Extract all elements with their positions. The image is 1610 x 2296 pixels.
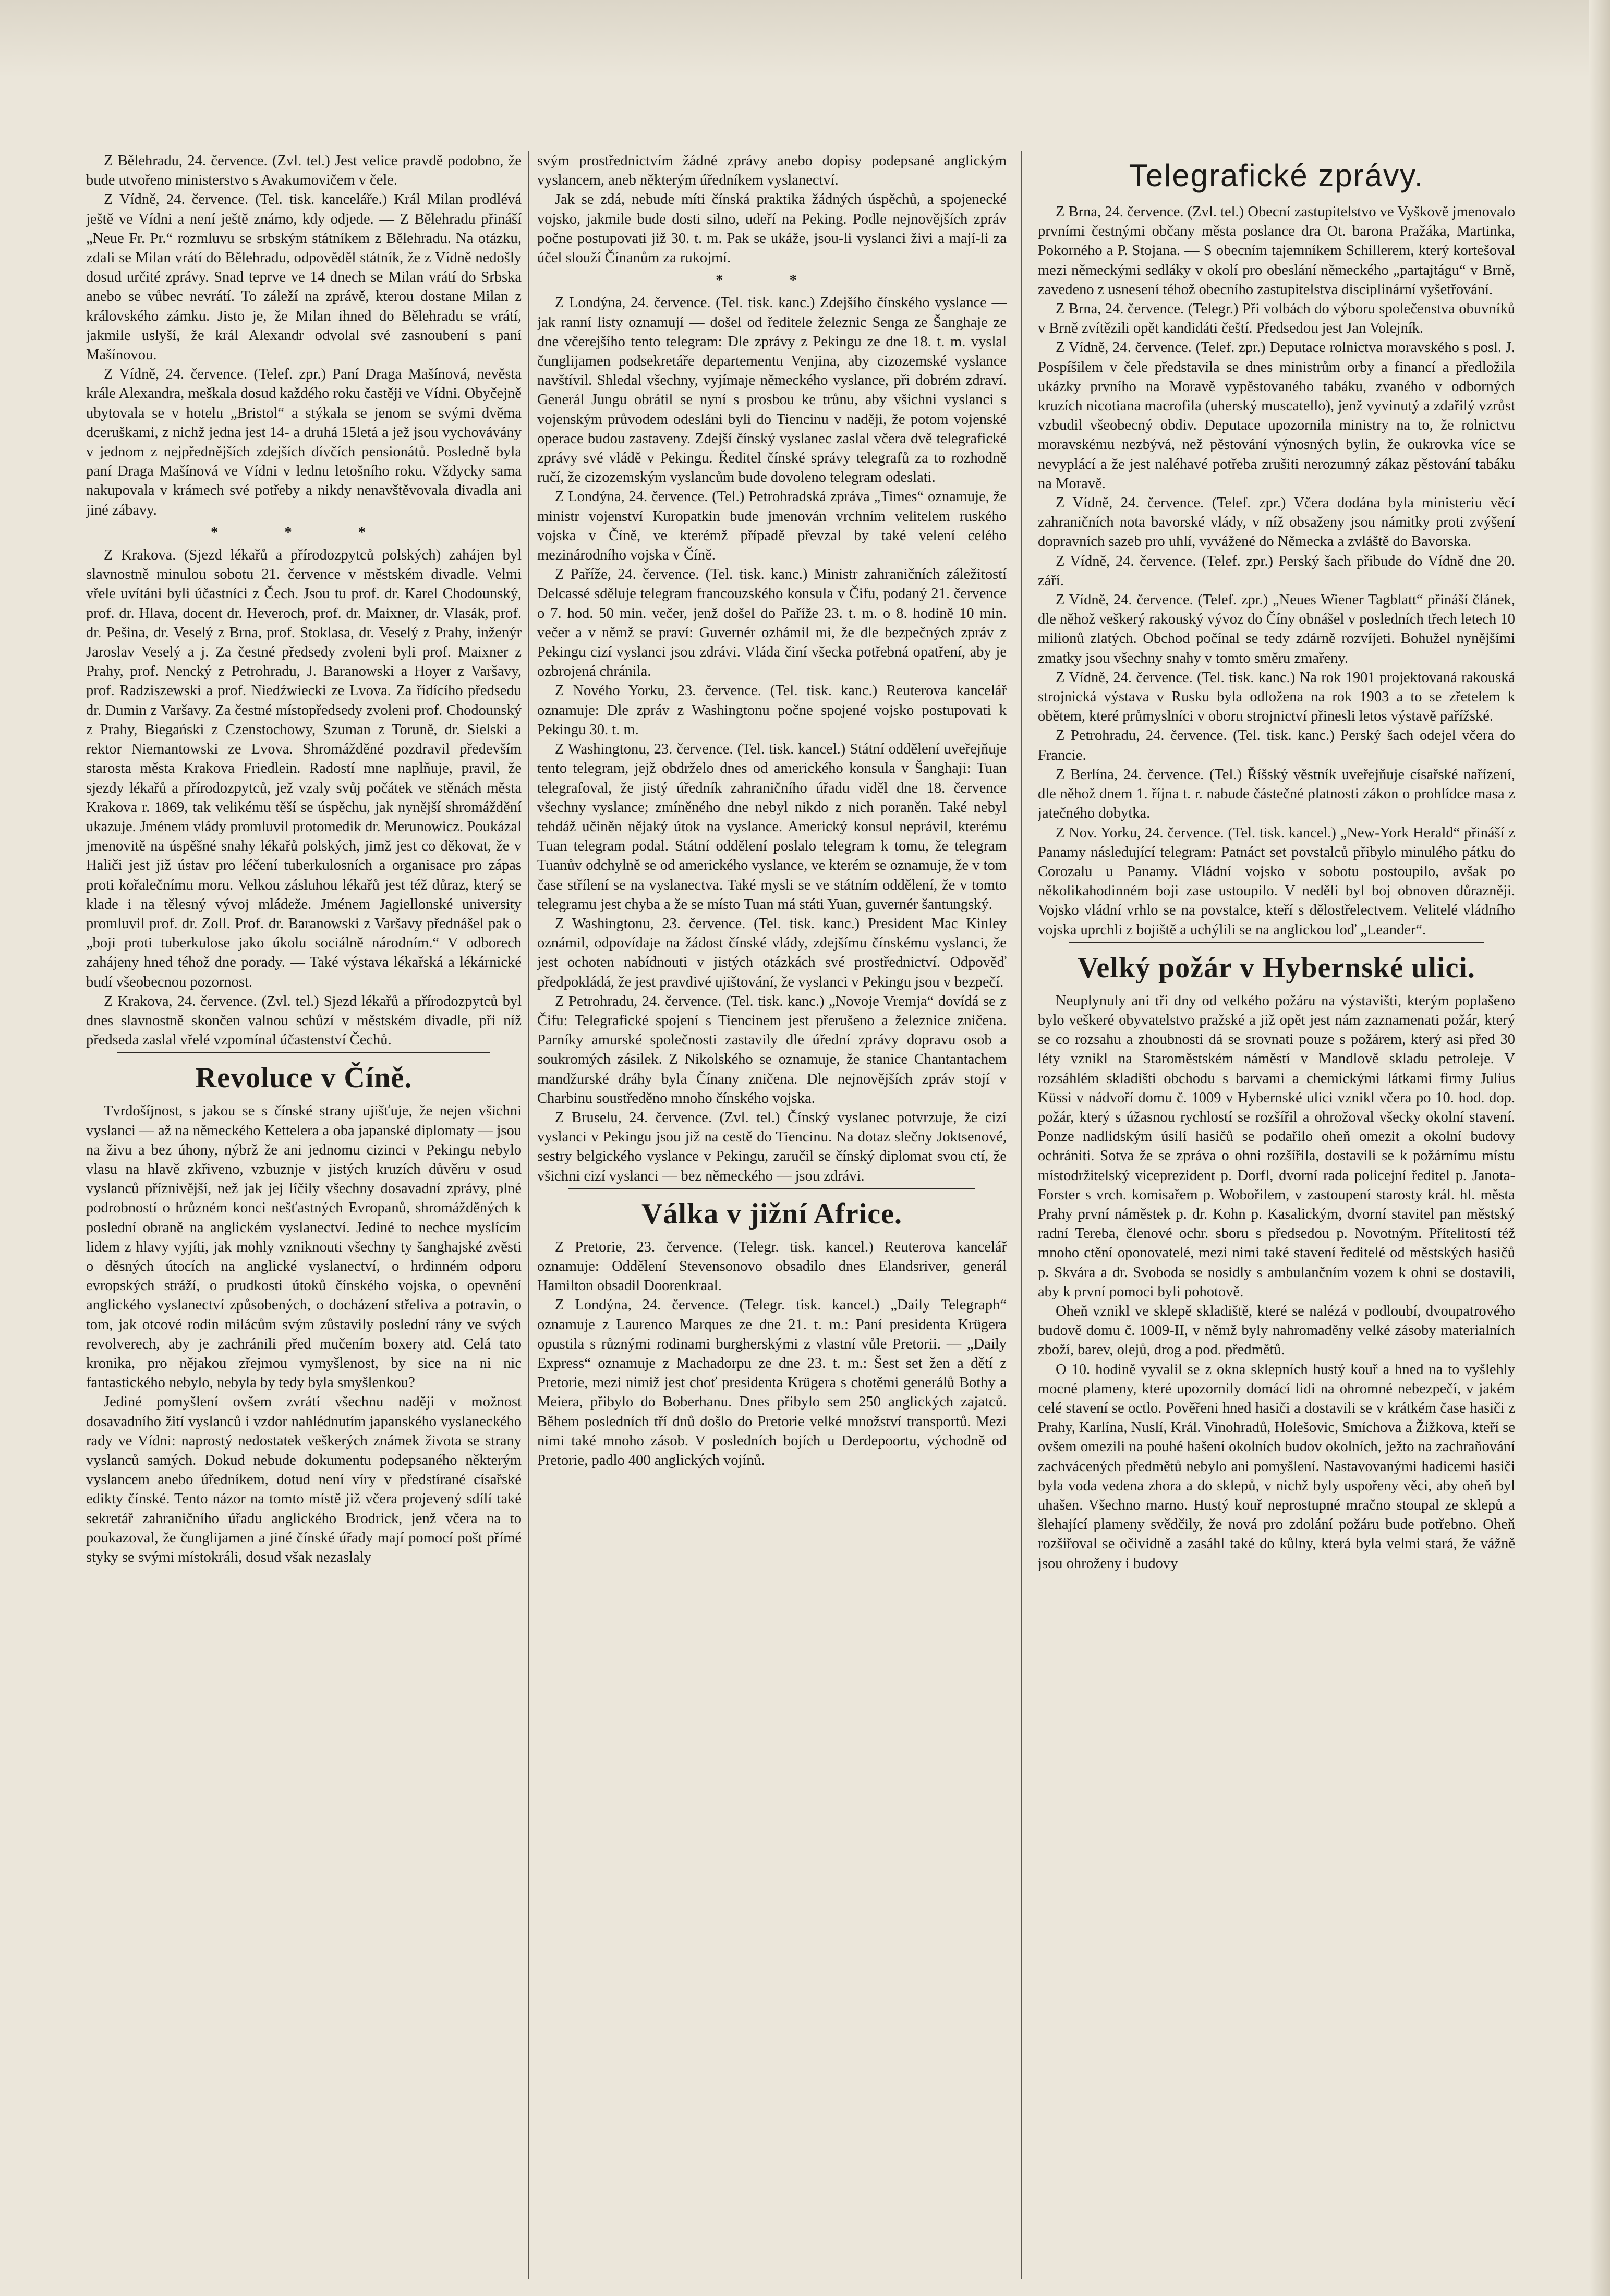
article-fire-p1: Neuplynuly ani tři dny od velkého požáru na výstavišti, kterým poplašeno bylo veškeré obyvatelstvo pražské a již opět jest nám zaznamenati požár, který se co rozsahu a zhoubnosti dá se srovnati pouze s požárem, který asi před 30 léty vznikl na Staroměstském náměstí v Mandlově skladu petroleje. V rozsáhlém skladišti obchodu s barvami a chemickými látkami firmy Julius Küssi v nádvoří domu č. 1009 v Hybernské ulici vznikl včera po 10. hod. dop. požár, který s úžasnou rychlostí se rozšířil a ohrožoval všecky okolní stavení. Ponze nadlidským úsilí hasičů se podařilo oheň omezit a okolní budovy ochrániti. Sotva že se zpráva o ohni rozšířila, dostavili se k požárnímu místu místodržitelský viceprezident p. Dorfl, dvorní rada policejní ředitel p. Janota-Forster s vrch. komisařem p. Wobořilem, v zastoupení starosty král. hl. města Prahy první náměstek p. dr. Kohn p. Kasalickým, dvorní stavitel pan městský radní Tereba, členové ochr. sboru s předsedou p. Novotným. Přítelitostí též mnoho ctění oponovatelé, mezi nimi také stavení ředitelé od městských hasičů p. Skvára a dr. Svoboda se nosidly s ambulančním vozem k ohni se dostavili, aby k první pomoci byli pohotově.: [1038, 992, 1515, 1300]
article-fire-p3: O 10. hodině vyvalil se z okna sklepních hustý kouř a hned na to vyšlehly mocné plameny, které upozornily domácí lidi na ohromné nebezpečí, v jakém celé stavení se octlo. Pověřeni hned hasiči a dostavili se v krátkém čase hasiči z Prahy, Karlína, Nuslí, Král. Vinohradů, Holešovic, Smíchova a Žižkova, kteří se ovšem omezili na pouhé hašení okolních budov okolních, ježto na zachraňování zachvácených předmětů nebylo ani pomyšlení. Nastavovanými hadicemi hasiči byla voda vedena zhora a do sklepů, v nichž byly uspořeny věci, aby oheň byl uhašen. Všechno marno. Hustý kouř neprostupné mračno stoupal ze sklepů a šlehající plameny svědčily, že nová pro zdolání požáru bude potřebno. Oheň rozšiřoval se očividně a zasáhl také do kůlny, která byla velmi stará, že vážně jsou ohroženy i budovy: [1038, 1361, 1515, 1572]
article-vienna-draga: Z Vídně, 24. července. (Telef. zpr.) Paní Draga Mašínová, nevěsta krále Alexandra, meškala dosud každého roku častěji ve Vídni. Obyčejně ubytovala se v hotelu „Bristol“ a stýkala se jenom se svými dvěma dceruškami, z nichž jedna jest 14- a druhá 15letá a jež jsou vychovávány v jednom z nejpřednějších zdejších dívčích pensionátů. Posledně byla paní Draga Mašínová ve Vídni v lednu letošního roku. Vždycky sama nakupovala v krámech své potřeby a nikdy nenavštěvovala divadla ani jiné zábavy.: [86, 366, 522, 518]
article-vienna-exhibition: Z Vídně, 24. července. (Tel. tisk. kanc.) Na rok 1901 projektovaná rakouská strojnická výstava v Rusku byla odložena na rok 1903 a to se zřetelem k obětem, které průmyslníci v oboru strojnictví přinesli letos výstavě pařížské.: [1038, 669, 1515, 725]
column-2: [537, 151, 1007, 2279]
article-london-envoy: Z Londýna, 24. července. (Tel. tisk. kanc.) Zdejšího čínského vyslance — jak ranní listy oznamují — došel od ředitele železnic Senga ze Šanghaje ze dne včerejšího tento telegram: Dle zprávy z Pekingu ze dne 18. t. m. vyslal čunglijamen podsekretáře departementu Venjina, aby cizozemské vyslance navštívil. Shledal všechny, vyjímaje německého vyslance, při dobrém zdraví. Generál Jungu obrátil se nyní s prosbou ke trůnu, aby všichni vyslanci s vojenským průvodem odesláni byli do Tiencinu v naději, že potom vojenské operace budou zastaveny. Zdejší čínský vyslanec zaslal včera dvě telegrafické zprávy své vládě v Pekingu. Ředitel čínské správy telegrafů za to rozhodně ručí, že cizozemským vyslancům bude dovoleno telegram odeslati.: [537, 295, 1007, 486]
separator-stars: * * *: [211, 524, 397, 541]
article-brno-vyskov: Z Brna, 24. července. (Zvl. tel.) Obecní zastupitelstvo ve Vyškově jmenovalo prvními čestnými občany města poslance dra Ot. barona Pražáka, Martinka, Pokorného a P. Stojana. — S obecním tajemníkem Schillerem, který kortešoval mezi německými sedláky v okolí pro obeslání německého „partajtágu“ v Brně, zavedeno z usnesení téhož obecního zastupitelstva disciplinární vyšetřování.: [1038, 204, 1515, 298]
article-vienna-milan: Z Vídně, 24. července. (Tel. tisk. kanceláře.) Král Milan prodlévá ještě ve Vídni a není ještě známo, kdy odjede. — Z Bělehradu přináší „Neue Fr. Pr.“ rozmluvu se srbským státníkem z Bělehradu. Na otázku, zdali se Milan vrátí do Bělehradu, odpověděl státník, že z Vídně nedošly dosud určité zprávy. Snad teprve ve 14 dnech se Milan vrátí do Srbska anebo se vůbec nevrátí. To záleží na zprávě, kterou dostane Milan z královského zámku. Jisto je, že Milan ihned do Bělehradu se vrátí, jakmile uslyší, že král Alexandr odvolal své zasnoubení s paní Mašínovou.: [86, 191, 522, 363]
article-new-york-panama: Z Nov. Yorku, 24. července. (Tel. tisk. kancel.) „New-York Herald“ přináší z Panamy následující telegram: Patnáct set povstalců přibylo minulého pátku do Corozalu u Panamy. Vládní vojsko v sobotu postoupilo, avšak po několikahodinném boji zase ustoupilo. V neděli byl boj obnoven důrazněji. Vojsko vládní vrhlo se na povstalce, kteří s dělostřelectvem. Velitelé vládního vojska uprchli z bojiště a uchýlili se na anglickou loď „Leander“.: [1038, 824, 1515, 938]
article-paris-delcasse: Z Paříže, 24. července. (Tel. tisk. kanc.) Ministr zahraničních záležitostí Delcassé sděluje telegram francouzského konsula v Čifu, podaný 21. července o 7. hod. 50 min. večer, jenž došel do Paříže 23. t. m. o 8. hodině 10 min. večer a v němž se praví: Guvernér ozhámil mi, že dle bezpečných zpráv z Pekingu cizí vyslanci jsou zdrávi. Vláda činí všecka potřebná opatření, aby je ozbrojená chránila.: [537, 566, 1007, 680]
article-london-daily-telegraph: Z Londýna, 24. července. (Telegr. tisk. kancel.) „Daily Telegraph“ oznamuje z Laurenco Marques ze dne 21. t. m.: Paní presidenta Krügera opustila s různými rodinami burgherskými z vlastní vůle Pretorii. — „Daily Express“ oznamuje z Machadorpu ze dne 23. t. m.: Šest set žen a dětí z Pretorie, mezi nimiž jest choť presidenta Krügera s chotěmi generálů Bothy a Meiera, přibylo do Boberhanu. Dnes přibylo sem 250 anglických zajatců. Během posledních tří dnů došlo do Pretorie velké množství transportů. Mezi nimi také mnoho zásob. V posledních bojích u Derdepoortu, východně od Pretorie, padlo 400 anglických vojínů.: [537, 1297, 1007, 1468]
column-1: [86, 151, 522, 2279]
article-vienna-bavaria-note: Z Vídně, 24. července. (Telef. zpr.) Včera dodána byla ministeriu věcí zahraničních nota bavorské vlády, v níž obsaženy jsou námitky proti zvýšení dopravních sazeb pro uhlí, vyvážené do Německa a zvláště do Bavorska.: [1038, 495, 1515, 550]
article-belgrade: Z Bělehradu, 24. července. (Zvl. tel.) Jest velice pravdě podobno, že bude utvořeno ministerstvo s Avakumovičem v čele.: [86, 153, 522, 189]
article-pretoria: Z Pretorie, 23. července. (Telegr. tisk. kancel.) Reuterova kancelář oznamuje: Oddělení Stevensonovo obsadilo dnes Elandsriver, generál Hamilton obsadil Doorenkraal.: [537, 1238, 1007, 1294]
article-london-kuropatkin: Z Londýna, 24. července. (Tel.) Petrohradská zpráva „Times“ oznamuje, že ministr vojenství Kuropatkin bude jmenován vrchním velitelem ruského vojska v Číně, ve kterémž případě převzal by také velení celého mezinárodního vojska v Číně.: [537, 489, 1007, 564]
heading-rule: [568, 1188, 975, 1189]
article-washington-telegram: Z Washingtonu, 23. července. (Tel. tisk. kancel.) Státní oddělení uveřejňuje tento telegram, jejž obdrželo dnes od amerického konsula v Šanghaji: Tuan telegrafoval, že jistý úředník zahraničního úřadu viděl dne 18. července všechny vyslance; zmíněného dne nebyl nikdo z nich poraněn. Také nebyl tehdáž učiněn nějaký útok na vyslance. Americký konsul neprávil, kterému Tuan telegram podal. Státní oddělení poslalo telegram k tomu, že telegram Tuanův odchylně se od amerického vyslance, ve kterém se oznamuje, že v tom čase střílení se na vyslanectva. Také mysli se ve státním oddělení, že v tomto telegramu jest chyba a že se místo Tuan má státi Yuan, guvernér šantungský.: [537, 741, 1007, 913]
heading-war-south-africa: Válka v jižní Africe.: [641, 1197, 903, 1230]
article-fire-p2: Oheň vznikl ve sklepě skladiště, které se nalézá v podloubí, dvoupatrového budově domu č. 1009-II, v němž byly nahromaděny velké zásoby materialních zboží, barev, olejů, drog a pod. předmětů.: [1038, 1303, 1515, 1358]
article-revolution-p2: Jediné pomyšlení ovšem zvrátí všechnu naději v možnost dosavadního žití vyslanců i vzdor nahlédnutím japanského vyslaneckého rady ve Vídni: naprostý nedostatek veškerých známek života se strany vyslanců samých. Dokud nebude dokumentu podepsaného některým vyslancem anebo úředníkem, dotud není víry v předstírané císařské edikty čínské. Tento názor na tomto místě již včera projevený sdílí také sekretář zahraničního úřadu anglického Brodrick, jenž včera na to poukazoval, že čunglijamen a jiné čínské úřady mají pomocí pošt přímé styky se svými místokráli, dosud však nezaslaly: [86, 1394, 522, 1566]
article-china-praktika: Jak se zdá, nebude míti čínská praktika žádných úspěchů, a spojenecké vojsko, jakmile bude dosti silno, udeří na Peking. Podle nejnovějších zpráv počne postupovati již 30. t. m. Pak se ukáže, jsou-li vyslanci živi a mají-li za účel slouží Čínanům za rukojmí.: [537, 191, 1007, 266]
column-divider-2: [1021, 151, 1022, 2279]
article-krakow-close: Z Krakova, 24. července. (Zvl. tel.) Sjezd lékařů a přírodozpytců byl dnes slavnostně skončen valnou schůzí v městském divadle, při níž předseda zaslal vřelé vzpomínal účastenství Čechů.: [86, 993, 522, 1049]
heading-revolution-china: Revoluce v Číně.: [195, 1062, 413, 1095]
column-divider-1: [528, 151, 529, 2279]
heading-rule: [1069, 942, 1484, 943]
article-brno-shoemakers: Z Brna, 24. července. (Telegr.) Při volbách do výboru společenstva obuvníků v Brně zvítězili opět kandidáti čeští. Předsedou jest Jan Volejník.: [1038, 301, 1515, 337]
separator-stars: * *: [716, 272, 828, 289]
article-vienna-tobacco: Z Vídně, 24. července. (Telef. zpr.) Deputace rolnictva moravského s posl. J. Pospíšilem v čele představila se dnes ministrům orby a financí a předložila ukázky prvního na Moravě vypěstovaného tabáku, zvaného v odborných kruzích nicotiana macrofila (uherský muscatello), jenž vyvinutý a zdařilý vzrůst vzbudil všeobecný obdiv. Deputace upozornila ministry na to, že rolnictvu moravskému nezbývá, než pěstování výnosných bylin, že oukrovka více se nevyplácí a že jest naléhavé potřeba zrušiti nerozumný zákaz pěstování tabáku na Moravě.: [1038, 339, 1515, 492]
article-petersburg-cifu: Z Petrohradu, 24. července. (Tel. tisk. kanc.) „Novoje Vremja“ dovídá se z Čifu: Telegrafické spojení s Tiencinem jest přerušeno a železnice zničena. Parníky amurské společnosti zastavily dle úřední zprávy dopravu osob a soukromých zásilek. Z Nikolského se oznamuje, že stanice Chantantachem mandžurské dráhy byla Čínany zničena. Dle nejnovějších zpráv stojí v Charbinu soustředěno mnoho čínského vojska.: [537, 993, 1007, 1107]
heading-great-fire: Velký požár v Hybernské ulici.: [1078, 951, 1475, 984]
article-washington-mckinley: Z Washingtonu, 23. července. (Tel. tisk. kanc.) President Mac Kinley oznámil, odpovídaje na žádost čínské vlády, zdejšímu čínskému vyslanci, že jest ochoten nabídnouti v jistých otázkách své prostřednictví. Odpověď předpokládá, že jest pravdivé ujištování, že vyslanci v Pekingu jsou v bezpečí.: [537, 915, 1007, 990]
heading-rule: [117, 1052, 490, 1053]
article-krakow-congress: Z Krakova. (Sjezd lékařů a přírodozpytců polských) zahájen byl slavnostně minulou sobotu 21. července v městském divadle. Velmi vřele uvítáni byli účastníci z Čech. Jsou tu prof. dr. Karel Chodounský, prof. dr. Hlava, docent dr. Heveroch, prof. dr. Maixner, dr. Vlasák, prof. dr. Pešina, dr. Veselý z Brna, prof. Stoklasa, dr. Veselý z Prahy, inženýr Jaroslav Veselý a j. Za čestné předsedy zvoleni byli prof. Maixner z Prahy, prof. Nencký z Petrohradu, J. Baranowski a Hoyer z Varšavy, prof. Radziszewski a prof. Niedźwiecki ze Lvova. Za řídícího předsedu dr. Dumin z Varšavy. Za čestné místopředsedy zvoleni prof. Chodounský z Prahy, Biegański z Czenstochowy, Szuman z Toruně, dr. Sielski a rektor Niemantowski ze Lvova. Shromážděné pozdravil především starosta města Krakova Friedlein. Radostí mne naplňuje, pravil, že sjezdy lékařů a přírodozpytců, jež vzaly svůj počátek ve stěnách města Krakova r. 1869, tak velikému těší se úspěchu, jak nynější shromáždění ukazuje. Jménem vlády promluvil protomedik dr. Merunowicz. Poukázal jmenovitě na úspěšné snahy lékařů polských, jimž jest co děkovat, že v Haliči jest již ústav pro léčení tuberkulosních a organisace pro zápas proti kořalečnímu moru. Velkou zásluhou lékařů jest též důraz, který se klade i na tělesný vývoj mládeže. Jménem Jagiellonské university promluvil prof. dr. Zoll. Prof. dr. Baranowski z Varšavy přednášel pak o „boji proti tuberkulose jako úkolu sociálně národním.“ V odborech zahájeny hned téhož dne porady. — Také výstava lékařská a lékárnické budí všeobecnou pozornost.: [86, 547, 522, 990]
article-berlin-meat: Z Berlína, 24. července. (Tel.) Říšský věstník uveřejňuje císařské nařízení, dle něhož dnem 1. října t. r. nabude částečné platnosti zákon o prohlídce masa z jatečného dobytka.: [1038, 766, 1515, 822]
article-new-york-reuter: Z Nového Yorku, 23. července. (Tel. tisk. kanc.) Reuterova kancelář oznamuje: Dle zpráv z Washingtonu počne spojené vojsko postupovati k Pekingu 30. t. m.: [537, 683, 1007, 738]
page-top-shading: [0, 0, 1610, 78]
article-vienna-shah: Z Vídně, 24. července. (Telef. zpr.) Perský šach přibude do Vídně dne 20. září.: [1038, 553, 1515, 589]
article-vienna-china-export: Z Vídně, 24. července. (Telef. zpr.) „Neues Wiener Tagblatt“ přináší článek, dle něhož veškerý rakouský vývoz do Číny obnášel v posledních třech letech 10 milionů zlatých. Obchod počínal se tedy zdárně rozvíjeti. Bohužel nynějšími zmatky jsou všechny snahy v tomto směru zmařeny.: [1038, 592, 1515, 666]
article-petersburg-shah: Z Petrohradu, 24. července. (Tel. tisk. kanc.) Perský šach odejel včera do Francie.: [1038, 727, 1515, 763]
article-continued: svým prostřednictvím žádné zprávy anebo dopisy podepsané anglickým vyslancem, aneb některým úředníkem vyslanectví.: [537, 153, 1007, 189]
page-right-shading: [1589, 0, 1610, 2296]
article-brussels: Z Bruselu, 24. července. (Zvl. tel.) Čínský vyslanec potvrzuje, že cizí vyslanci v Pekingu jsou již na cestě do Tiencinu. Na dotaz slečny Joktsenové, sestry belgického vyslance v Pekingu, zaručil se čínský diplomat svou ctí, že všichni cizí vyslanci — bez německého — jsou zdrávi.: [537, 1109, 1007, 1184]
article-revolution-p1: Tvrdošíjnost, s jakou se s čínské strany ujišťuje, že nejen všichni vyslanci — až na německého Kettelera a oba japanské diplomaty — jsou na živu a bez úhony, nýbrž že ani jednomu cizinci v Pekingu nebylo vlasu na hlavě zkřiveno, vzbuznje v jistých kruzích důvěru v osud vyslanců příznivější, než jak jej líčily všechny dosavadní zprávy, plné podrobností o hrůzném konci nešťastných Evropanů, shromážděných k poslední obraně na anglickém vyslanectví. Jediné to nechce myslícím lidem z hlavy vyjíti, jak mohly vzniknouti všechny ty šanghajské zvěsti o děsných útocích na anglické vyslanectví, o hrdinném odporu evropských stráží, o prudkosti útoků čínského vojska, o opevnění anglického vyslanectví způsobených, o docházení střeliva a potravin, o tom, jak otcové rodin milácům svým zůstavily poslední rány ve svých revolverech, aby je zachránili před mučením boxery atd. Celá tato kronika, pro nějakou zřejmou vymyšlenost, by sice na ni nic fantastického nebylo, nebyla by tedy byla smyšlenkou?: [86, 1103, 522, 1391]
heading-telegraph-news: Telegrafické zprávy.: [1129, 158, 1424, 193]
column-3: [1038, 151, 1515, 2279]
